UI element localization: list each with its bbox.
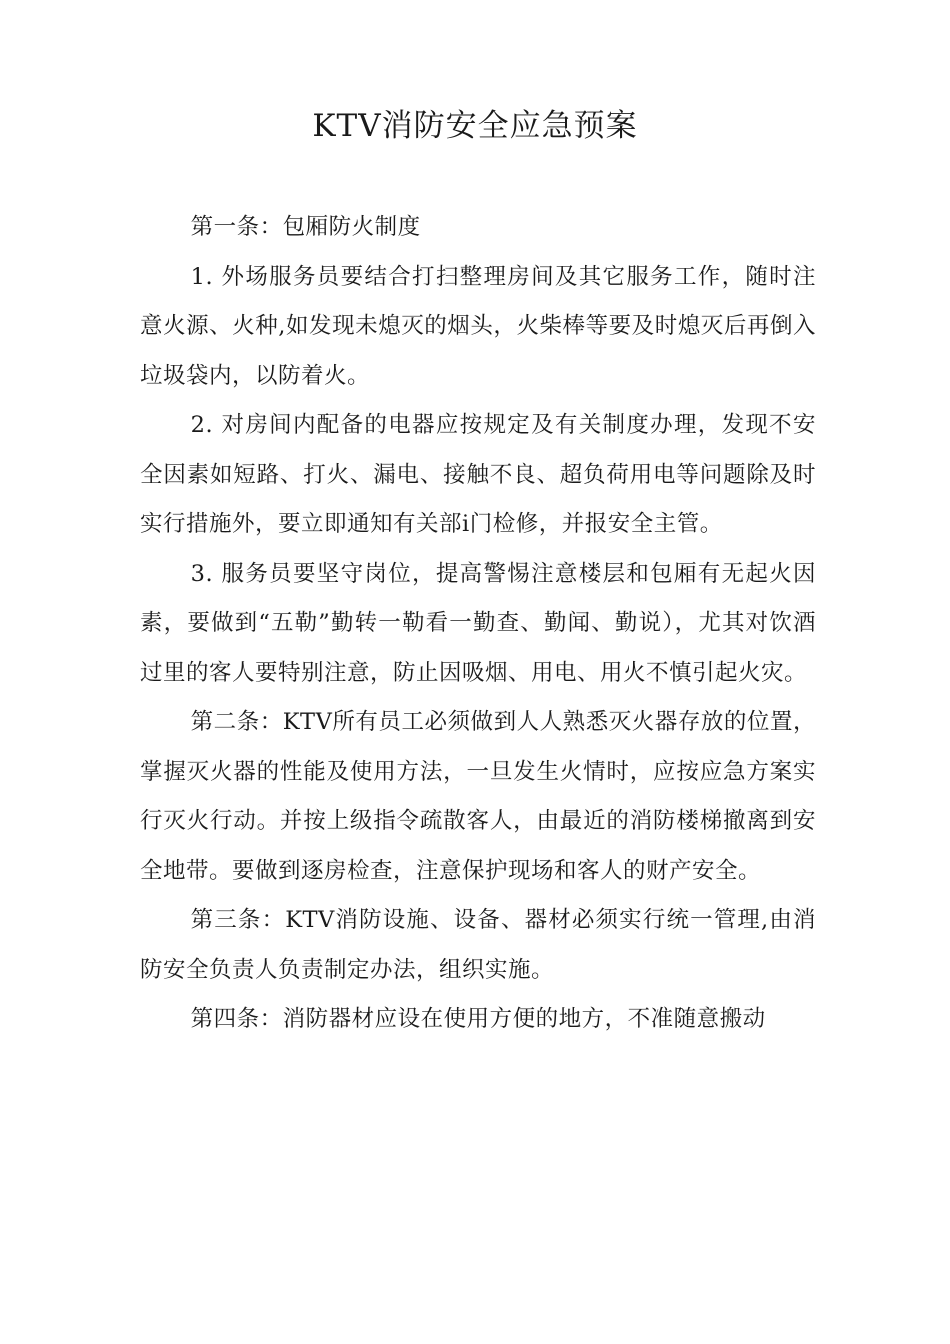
- article-4: 第四条：消防器材应设在使用方便的地方，不准随意搬动: [190, 1006, 766, 1032]
- document-body: [140, 203, 816, 1045]
- article-1-item-2: 2. 对房间内配备的电器应按规定及有关制度办理，发现不安全因素如短路、打火、漏电、接触不良、超负荷用电等问题除及时实行措施外，要立即通知有关部i门检修，并报安全主管。: [140, 412, 816, 537]
- article-2: 第二条：KTV所有员工必须做到人人熟悉灭火器存放的位置，掌握灭火器的性能及使用方法，一旦发生火情时，应按应急方案实行灭火行动。并按上级指令疏散客人，由最近的消防楼梯撤离到安全地带。要做到逐房检查，注意保护现场和客人的财产安全。: [140, 709, 816, 884]
- article-1-item-3: 3. 服务员要坚守岗位，提高警惕注意楼层和包厢有无起火因素，要做到“五勒”勤转一勒看一勤查、勤闻、勤说），尤其对饮酒过里的客人要特别注意，防止因吸烟、用电、用火不慎引起火灾。: [140, 560, 816, 686]
- article-1-item-1: 1. 外场服务员要结合打扫整理房间及其它服务工作，随时注意火源、火种,如发现未熄灭的烟头，火柴棒等要及时熄灭后再倒入垃圾袋内，以防着火。: [140, 263, 816, 389]
- article-1-heading: 第一条：包厢防火制度: [190, 214, 421, 240]
- document-title: KTV消防安全应急预案: [312, 108, 638, 144]
- article-3: 第三条：KTV消防设施、设备、器材必须实行统一管理,由消防安全负责人负责制定办法，组织实施。: [140, 907, 816, 983]
